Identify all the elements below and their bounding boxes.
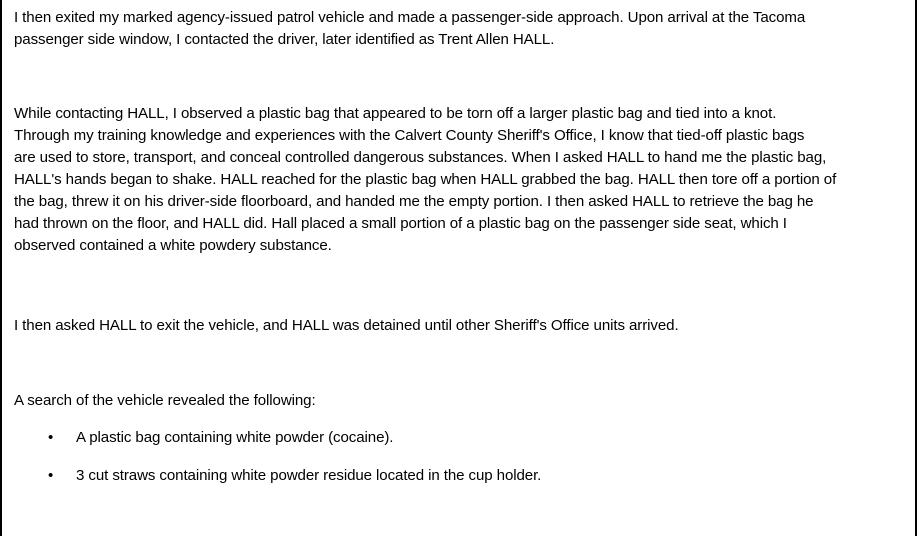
paragraph-approach (14, 7, 914, 51)
paragraph-detention (14, 315, 914, 337)
list-item (14, 427, 914, 465)
search-findings-list (14, 427, 914, 503)
text-line: I then exited my marked agency-issued patrol vehicle and made a passenger-side approach. Upon arrival at the Tacoma (14, 9, 806, 26)
finding-text: A plastic bag containing white powder (cocaine). (76, 429, 394, 446)
text-line: passenger side window, I contacted the driver, later identified as Trent Allen HALL. (14, 31, 555, 48)
text-line: observed contained a white powdery substance. (14, 237, 332, 254)
paragraph-search (14, 390, 914, 412)
text-line: Through my training knowledge and experiences with the Calvert County Sheriff's Office, I know that tied-off plastic bags (14, 127, 805, 144)
list-item (14, 465, 914, 503)
text-line: had thrown on the floor, and HALL did. Hall placed a small portion of a plastic bag on the passenger side seat, which I (14, 215, 787, 232)
paragraph-observation (14, 103, 914, 257)
text-line: While contacting HALL, I observed a plastic bag that appeared to be torn off a larger plastic bag and tied into a knot. (14, 105, 777, 122)
text-line: I then asked HALL to exit the vehicle, and HALL was detained until other Sheriff's Office units arrived. (14, 317, 679, 334)
text-line: HALL's hands began to shake. HALL reached for the plastic bag when HALL grabbed the bag. HALL then tore off a portion of (14, 171, 837, 188)
finding-text: 3 cut straws containing white powder residue located in the cup holder. (76, 467, 542, 484)
text-line: the bag, threw it on his driver-side floorboard, and handed me the empty portion. I then asked HALL to retrieve the bag he (14, 193, 814, 210)
bullet-icon: • (48, 467, 54, 484)
text-line: are used to store, transport, and conceal controlled dangerous substances. When I asked HALL to hand me the plastic bag, (14, 149, 827, 166)
text-line: A search of the vehicle revealed the following: (14, 392, 316, 409)
bullet-icon: • (48, 429, 54, 446)
